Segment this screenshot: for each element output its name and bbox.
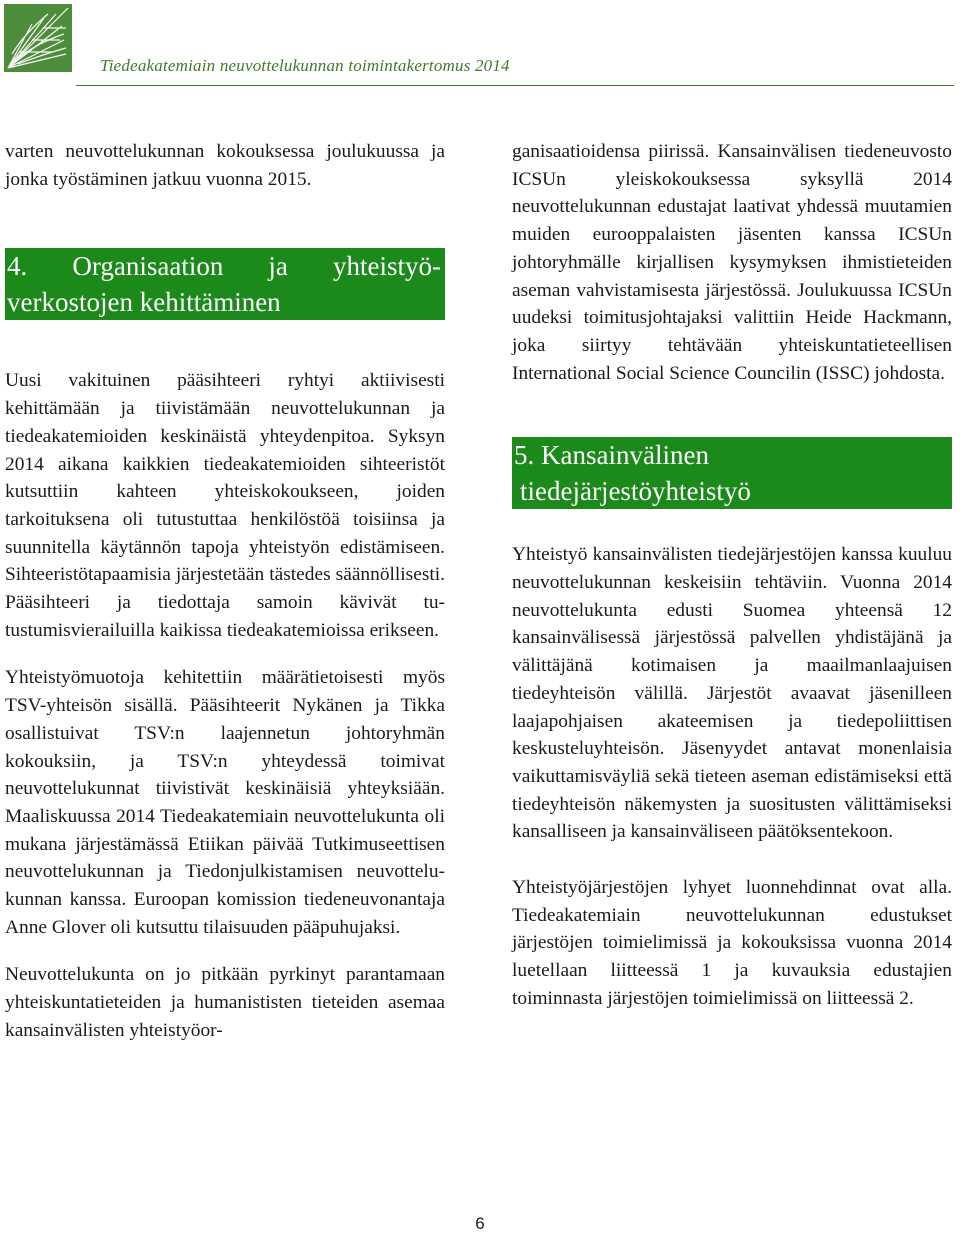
header-divider xyxy=(76,85,954,86)
section-4-heading xyxy=(5,248,445,320)
right-column xyxy=(512,138,952,1013)
left-column xyxy=(5,138,445,1045)
section-4-heading-line-1: 4. Organisaation ja yhteistyö- xyxy=(7,251,441,282)
section-5-paragraph-2: Yhteistyöjärjestöjen lyhyet luonnehdinnat ovat alla. Tiedeakatemiain neuvottelukunnan edustukset järjestöjen toimielimissä ja kokouksissa vuonna 2014 luetellaan liitteessä 1 ja kuvauksia edustajien toiminnasta järjestöjen toimielimissä on liitteessä 2. xyxy=(512,877,952,1009)
section-5-heading-line-2: tiedejärjestöyhteistyö xyxy=(520,476,751,507)
section-5-paragraph-1: Yhteistyö kansainvälisten tiedejärjestöjen kanssa kuuluu neuvottelukunnan keskeisiin tehtäviin. Vuonna 2014 neuvottelukunta edusti Suomea yhteensä 12 kansainvälisessä järjestössä palvellen yhdistäjänä ja välittäjänä kotimaisen ja maailmanlaajuisen tiedeyhteisön välillä. Järjestöt avaavat jäsenilleen laajapohjaisen akateemisen ja tiedepoliittisen keskusteluyhteisön. Jäsenyydet antavat monenlaisia vaikuttamisväyliä sekä tieteen aseman edistämiseksi että tiedeyhteisön näkemysten ja suositusten välittämiseksi kansalliseen ja kansainväliseen päätöksentekoon. xyxy=(512,544,952,843)
section-4-paragraph-2: Yhteistyömuotoja kehitettiin määrätietoisesti myös TSV-yhteisön sisällä. Pääsihteerit Nykänen ja Tikka osallistuivat TSV:n laajennetun johtoryhmän kokouksiin, ja TSV:n yhteydessä toimivat neuvottelukunnat tiivistivät keskinäisiä yhteyksiään. Maaliskuussa 2014 Tiedeakatemiain neuvottelukunta oli mukana järjestämässä Etiikan päivää Tutkimuseettisen neuvottelukunnan ja Tiedonjulkistamisen neuvottelukunnan kanssa. Euroopan komission tiedeneuvonantaja Anne Glover oli kutsuttu tilaisuuden pääpuhujaksi. xyxy=(5,667,445,938)
section-5-heading-line-1: 5. Kansainvälinen xyxy=(514,440,709,471)
triangle-network-logo-icon xyxy=(4,4,72,72)
left-intro-paragraph: varten neuvottelukunnan kokouksessa joulukuussa ja jonka työstäminen jatkuu vuonna 2015. xyxy=(5,141,445,190)
page-number: 6 xyxy=(475,1214,485,1233)
right-intro-paragraph: ganisaatioidensa piirissä. Kansainvälisen tiedeneuvosto ICSUn yleiskokouksessa syksyllä 2014 neuvottelukunnan edustajat laativat yhdessä muutamien muiden eurooppalaisten jäsenten kanssa ICSUn johtoryhmälle kirjallisen kysymyksen ihmistieteiden aseman vahvistamisesta järjestössä. Joulukuussa ICSUn uudeksi toimitusjohtajaksi valittiin Heide Hackmann, joka siirtyy tehtävään yhteiskuntatieteellisen International Social Science Councilin (ISSC) johdosta. xyxy=(512,141,952,384)
running-header-title: Tiedeakatemiain neuvottelukunnan toimintakertomus 2014 xyxy=(100,56,510,75)
section-5-heading xyxy=(512,437,952,509)
section-4-paragraph-1: Uusi vakituinen pääsihteeri ryhtyi aktiivisesti kehittämään ja tiivistämään neuvottelukunnan ja tiedeakatemioiden keskinäistä yhteydenpitoa. Syksyn 2014 aikana kaikkien tiedeakatemioiden sihteeristöt kutsuttiin kahteen yhteiskokoukseen, joiden tarkoituksena oli tutustuttaa henkilöstöä toisiinsa ja suunnitella käytännön tapoja yhteistyön edistämiseen. Sihteeristötapaamisia järjestetään tästedes säännöllisesti. Pääsihteeri ja tiedottaja samoin kävivät tutustumisvierailuilla kaikissa tiedeakatemioissa erikseen. xyxy=(5,370,445,641)
section-4-heading-line-2: verkostojen kehittäminen xyxy=(7,287,281,318)
section-4-paragraph-3: Neuvottelukunta on jo pitkään pyrkinyt parantamaan yhteiskuntatieteiden ja humanististen tieteiden asemaa kansainvälisten yhteistyöor- xyxy=(5,964,445,1041)
